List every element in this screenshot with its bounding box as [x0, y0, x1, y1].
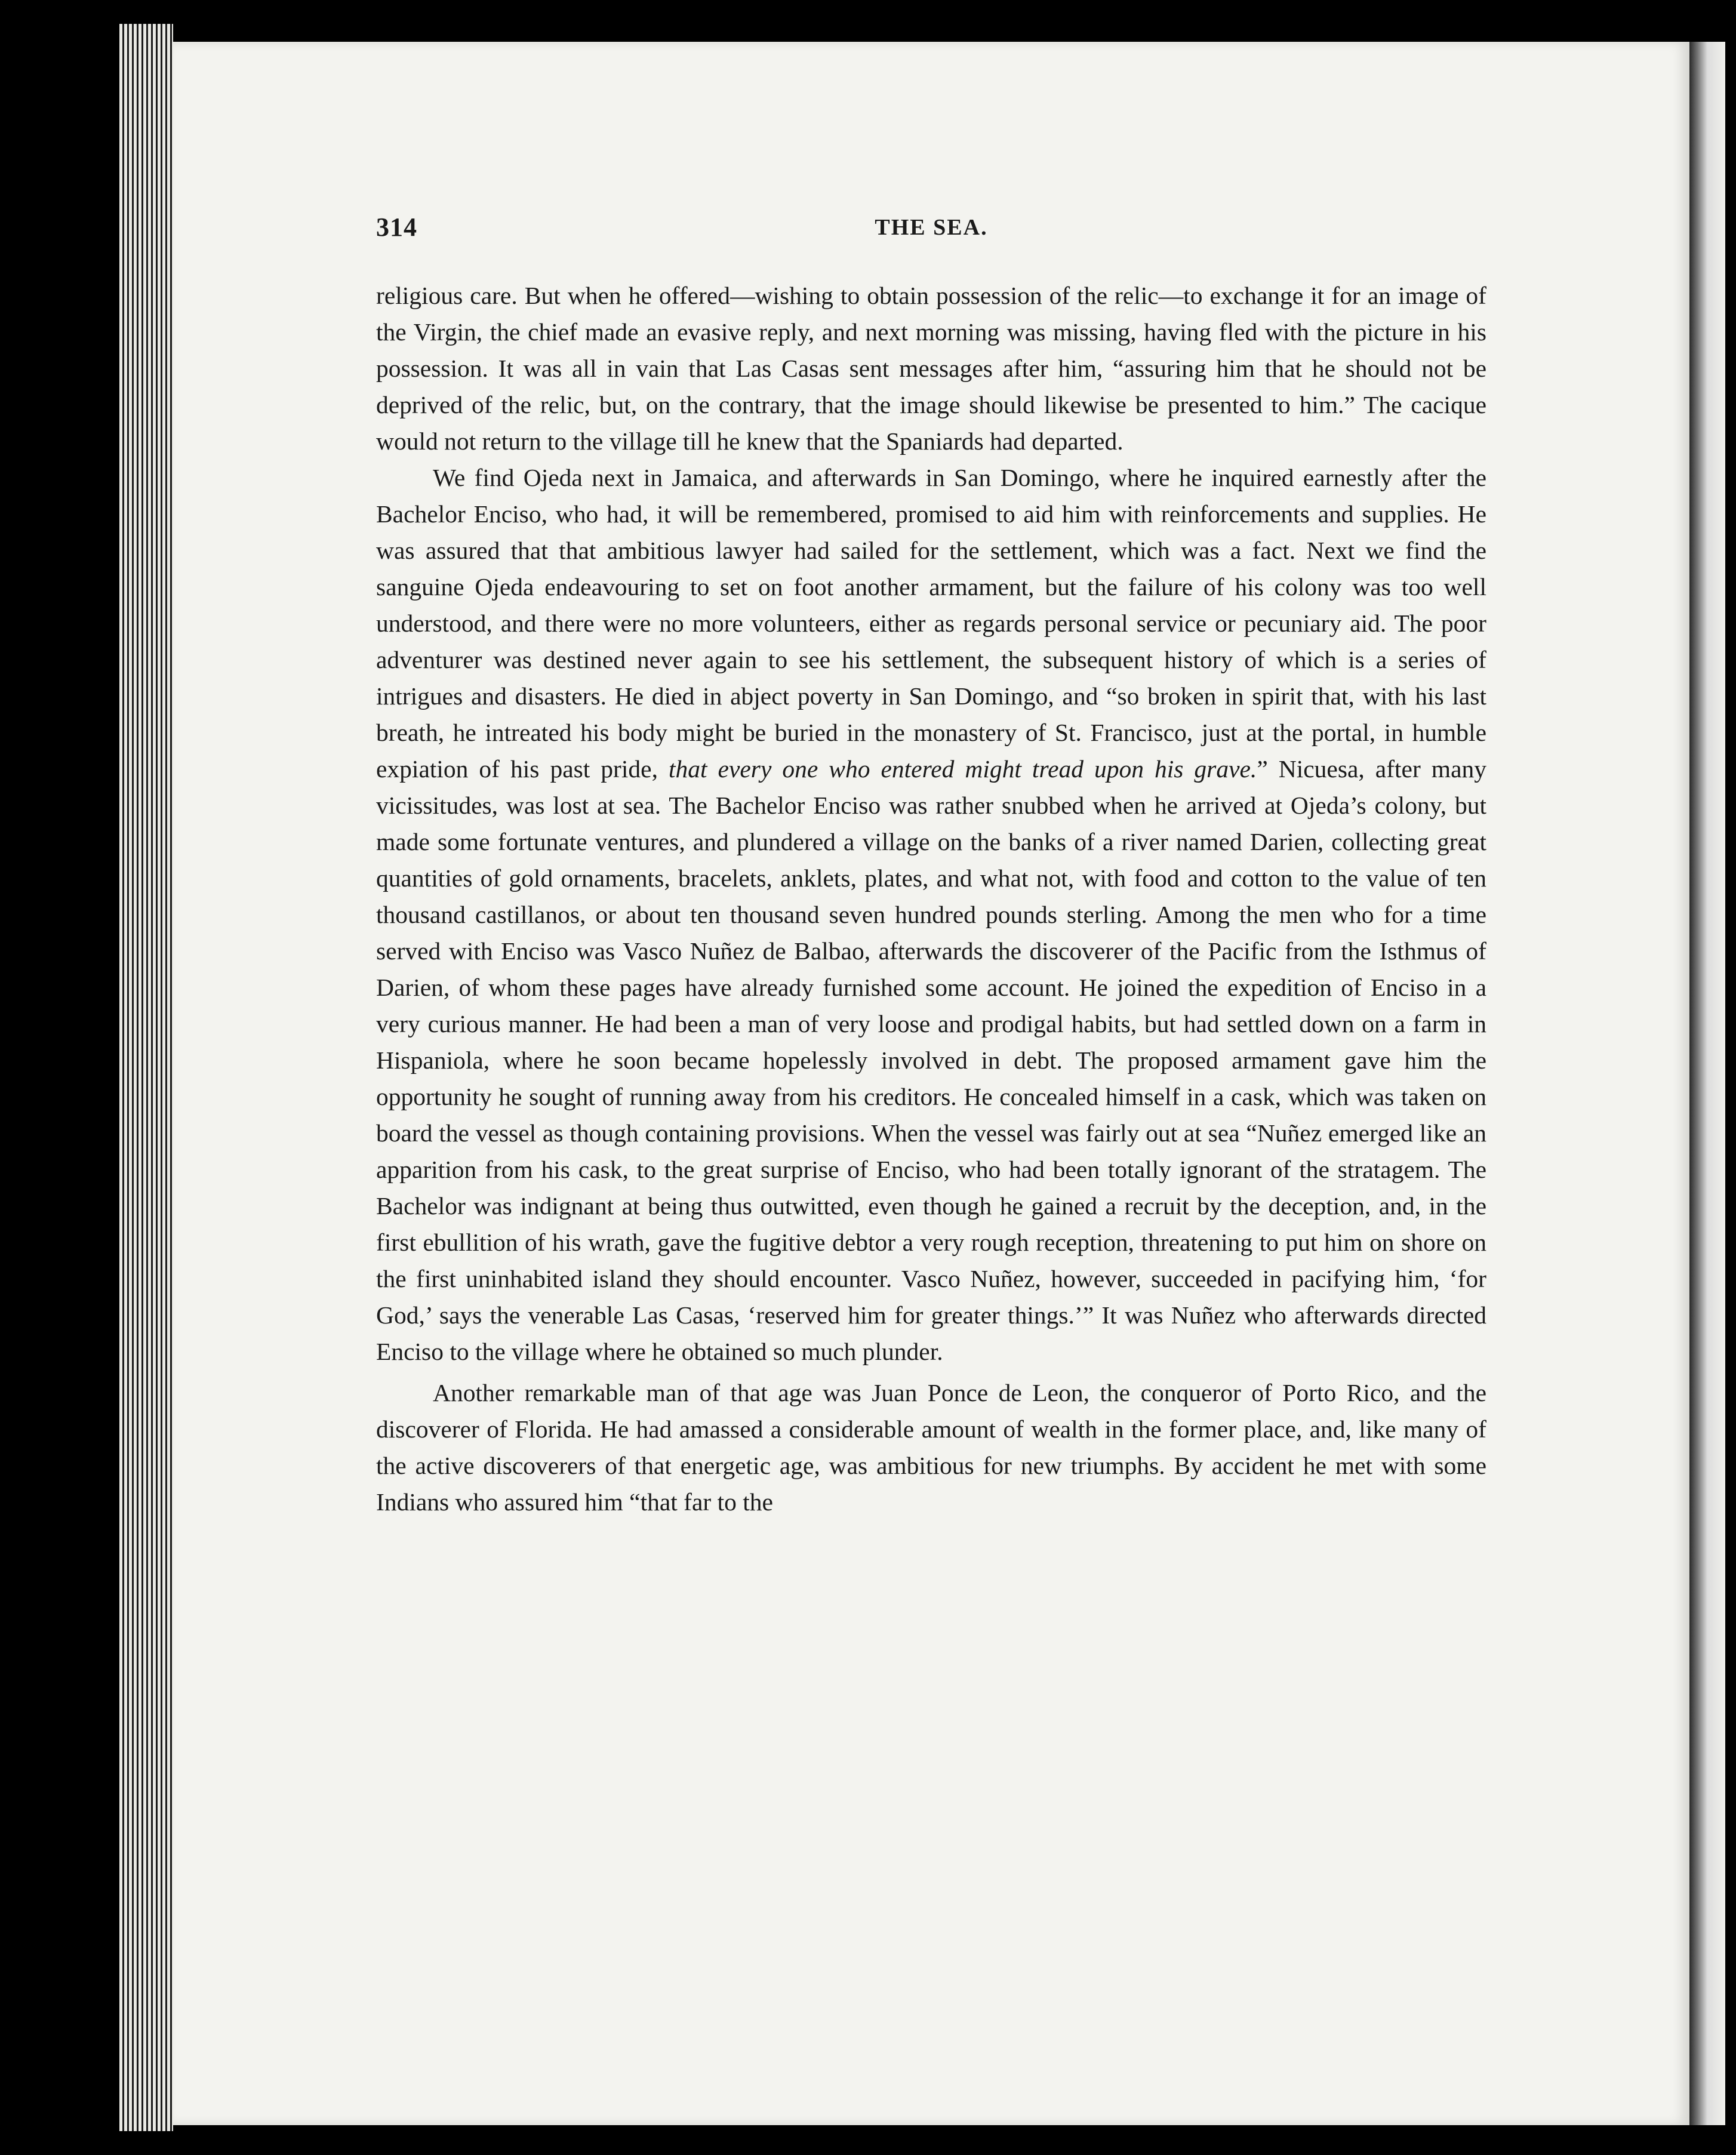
- paragraph-2-part-1: We find Ojeda next in Jamaica, and afterwards in San Domingo, where he inquired earnestly after the Bachelor Enciso, who had, it will be remembered, promised to aid him with reinforcements and supplies. He was assured that that ambitious lawyer had sailed for the settlement, which was a fact. Next we find the sanguine Ojeda endeavouring to set on foot another armament, but the failure of his colony was too well understood, and there were no more volunteers, either as regards personal service or pecuniary aid. The poor adventurer was destined never again to see his settlement, the subsequent history of which is a series of intrigues and disasters. He died in abject poverty in San Domingo, and “so broken in spirit that, with his last breath, he intreated his body might be buried in the monastery of St. Francisco, just at the portal, in humble expiation of his past pride,: [376, 464, 1486, 783]
- page-header: [376, 212, 1486, 248]
- paragraph-1: religious care. But when he offered—wishing to obtain possession of the relic—to exchange it for an image of the Virgin, the chief made an evasive reply, and next morning was missing, having fled with the picture in his possession. It was all in vain that Las Casas sent messages after him, “assuring him that he should not be deprived of the relic, but, on the contrary, that the image should likewise be presented to him.” The cacique would not return to the village till he knew that the Spaniards had departed.: [376, 282, 1486, 455]
- paragraph-2: [376, 460, 1486, 1370]
- paragraph-2-part-2: ” Nicuesa, after many vicissitudes, was lost at sea. The Bachelor Enciso was rather snubbed when he arrived at Ojeda’s colony, but made some fortunate ventures, and plundered a village on the banks of a river named Darien, collecting great quantities of gold ornaments, bracelets, anklets, plates, and what not, with food and cotton to the value of ten thousand castillanos, or about ten thousand seven hundred pounds sterling. Among the men who for a time served with Enciso was Vasco Nuñez de Balbao, afterwards the discoverer of the Pacific from the Isthmus of Darien, of whom these pages have already furnished some account. He joined the expedition of Enciso in a very curious manner. He had been a man of very loose and prodigal habits, but had settled down on a farm in Hispaniola, where he soon became hopelessly involved in debt. The proposed armament gave him the opportunity he sought of running away from his creditors. He concealed himself in a cask, which was taken on board the vessel as though containing provisions. When the vessel was fairly out at sea “Nuñez emerged like an apparition from his cask, to the great surprise of Enciso, who had been totally ignorant of the stratagem. The Bachelor was indignant at being thus outwitted, even though he gained a recruit by the deception, and, in the first ebullition of his wrath, gave the fugitive debtor a very rough reception, threatening to put him on shore on the first uninhabited island they should encounter. Vasco Nuñez, however, succeeded in pacifying him, ‘for God,’ says the venerable Las Casas, ‘reserved him for greater things.’” It was Nuñez who afterwards directed Enciso to the village where he obtained so much plunder.: [376, 755, 1486, 1365]
- page-gutter-shadow: [1689, 42, 1725, 2125]
- page-number: 314: [376, 213, 417, 242]
- paragraph-2-italic-quote: that every one who entered might tread upon his grave.: [668, 755, 1257, 783]
- body-text: [376, 278, 1486, 1520]
- running-title: THE SEA.: [875, 215, 988, 240]
- page-edges: [119, 24, 173, 2131]
- paragraph-3: Another remarkable man of that age was Juan Ponce de Leon, the conqueror of Porto Rico, and the discoverer of Florida. He had amassed a considerable amount of wealth in the former place, and, like many of the active discoverers of that energetic age, was ambitious for new triumphs. By accident he met with some Indians who assured him “that far to the: [376, 1379, 1486, 1516]
